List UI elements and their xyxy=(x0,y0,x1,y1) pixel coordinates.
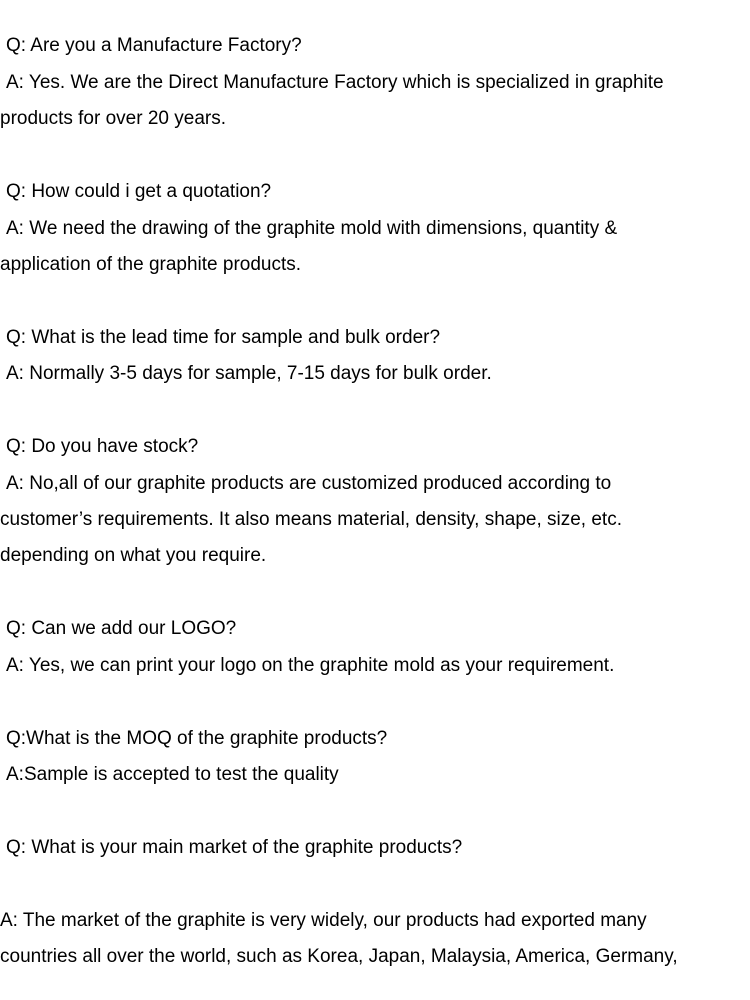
faq-question: Q: What is the lead time for sample and bulk order? xyxy=(6,327,441,348)
faq-question: Q: Are you a Manufacture Factory? xyxy=(6,35,302,56)
faq-answer-line: depending on what you require. xyxy=(0,545,267,566)
faq-question: Q:What is the MOQ of the graphite products? xyxy=(6,728,388,749)
faq-question: Q: How could i get a quotation? xyxy=(6,181,272,202)
faq-answer-line: A: We need the drawing of the graphite mold with dimensions, quantity & xyxy=(6,218,618,239)
faq-answer-line: A: Yes. We are the Direct Manufacture Factory which is specialized in graphite xyxy=(6,72,664,93)
faq-answer-line: A: Normally 3-5 days for sample, 7-15 days for bulk order. xyxy=(6,363,492,384)
faq-question: Q: What is your main market of the graphite products? xyxy=(6,837,463,858)
faq-answer-line: application of the graphite products. xyxy=(0,254,302,275)
faq-answer-line: A:Sample is accepted to test the quality xyxy=(6,764,339,785)
faq-answer-line: products for over 20 years. xyxy=(0,108,226,129)
faq-answer-line: customer’s requirements. It also means material, density, shape, size, etc. xyxy=(0,509,622,530)
faq-answer-line: A: The market of the graphite is very widely, our products had exported many xyxy=(0,910,647,931)
faq-answer-line: A: Yes, we can print your logo on the graphite mold as your requirement. xyxy=(6,655,615,676)
faq-question: Q: Do you have stock? xyxy=(6,436,199,457)
faq-answer-line: A: No,all of our graphite products are customized produced according to xyxy=(6,473,612,494)
faq-answer-line: countries all over the world, such as Korea, Japan, Malaysia, America, Germany, xyxy=(0,946,678,967)
faq-question: Q: Can we add our LOGO? xyxy=(6,618,237,639)
